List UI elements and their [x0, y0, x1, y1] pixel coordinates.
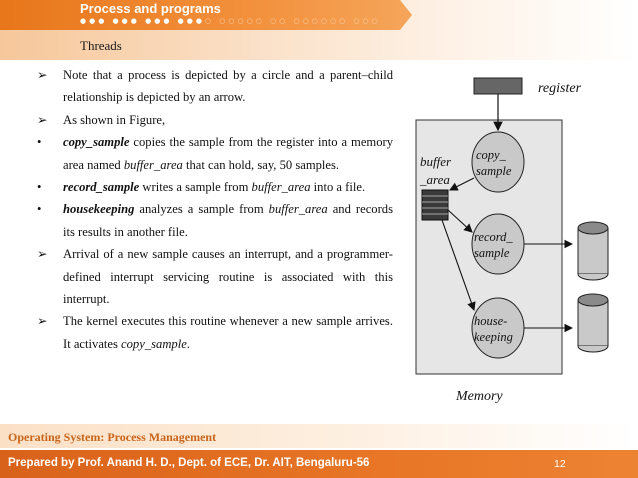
bullet-text-segment: into a file. — [310, 180, 366, 195]
register-box — [474, 78, 522, 94]
bullet-text-segment: The kernel executes this routine whenever a new sample arrives. It activates — [63, 314, 393, 351]
decorative-dots: ●●● ●●● ●●● ●●●○ ○○○○○ ○○ ○○○○○○ ○○○ — [80, 17, 381, 25]
bullet-text-segment: . — [186, 336, 190, 351]
bullet-text-segment: housekeeping — [63, 202, 135, 217]
page-number: 12 — [554, 458, 566, 470]
buffer-label-2: _area — [420, 172, 450, 187]
bullet-text-segment: writes a sample from — [139, 180, 252, 195]
register-label: register — [538, 81, 582, 96]
bullet-item — [37, 176, 393, 198]
bullet-dot-icon: • — [37, 202, 42, 217]
buffer-area-stack — [422, 190, 448, 220]
process-record-sample — [472, 214, 524, 274]
course-title: Operating System: Process Management — [8, 430, 217, 444]
file-cylinder-1 — [578, 222, 608, 280]
process-diagram — [412, 70, 632, 410]
bullet-item — [37, 109, 393, 131]
bullet-list — [37, 64, 393, 355]
bullet-text-segment: copy_sample — [63, 135, 130, 150]
bullet-item — [37, 198, 393, 243]
bullet-text-segment: copy_sample — [121, 336, 187, 351]
arrow-bullet-icon: ➢ — [37, 314, 48, 329]
process-record-line1: record_ — [474, 230, 513, 244]
bullet-dot-icon: • — [37, 135, 42, 150]
buffer-label: buffer — [420, 154, 452, 169]
process-housekeeping — [472, 298, 524, 358]
author-credit: Prepared by Prof. Anand H. D., Dept. of ECE, Dr. AIT, Bengaluru-56 — [8, 457, 370, 469]
arrow-bullet-icon: ➢ — [37, 112, 48, 127]
bullet-text-segment: As shown in Figure, — [63, 112, 166, 127]
slide-subtitle: Threads — [80, 38, 122, 53]
bullet-text-segment: buffer_area — [268, 202, 328, 217]
bullet-text-segment: Arrival of a new sample causes an interrupt, and a programmer-defined interrupt servicing routine is associated with this interrupt. — [63, 247, 393, 307]
slide-title: Process and programs — [80, 1, 221, 16]
process-house-line1: house- — [474, 314, 508, 328]
bullet-item — [37, 310, 393, 355]
bullet-text-segment: buffer_area — [123, 157, 183, 172]
bullet-text-segment: and records its results in another file. — [63, 202, 393, 239]
bullet-item — [37, 131, 393, 176]
arrow-bullet-icon: ➢ — [37, 68, 48, 82]
memory-label: Memory — [456, 389, 503, 404]
arrow-bullet-icon: ➢ — [37, 247, 48, 262]
process-copy-sample — [472, 132, 524, 192]
bullet-text-segment: copies the sample from the register into a memory area named — [63, 135, 393, 172]
process-house-line2: keeping — [474, 330, 513, 344]
bullet-text-segment: buffer_area — [251, 180, 311, 195]
bullet-text-segment: analyzes a sample from — [134, 202, 269, 217]
process-copy-line2: sample — [476, 164, 512, 178]
file-cylinder-2 — [578, 294, 608, 352]
process-record-line2: sample — [474, 246, 510, 260]
bullet-text-segment: record_sample — [63, 180, 140, 195]
bullet-text-segment: that can hold, say, 50 samples. — [182, 157, 340, 172]
bullet-text-segment: Note that a process is depicted by a circle and a parent–child relationship is depicted by an arrow. — [63, 68, 393, 105]
bullet-item — [37, 64, 393, 109]
bullet-dot-icon: • — [37, 180, 42, 195]
bullet-item — [37, 243, 393, 310]
process-copy-line1: copy_ — [476, 148, 506, 162]
